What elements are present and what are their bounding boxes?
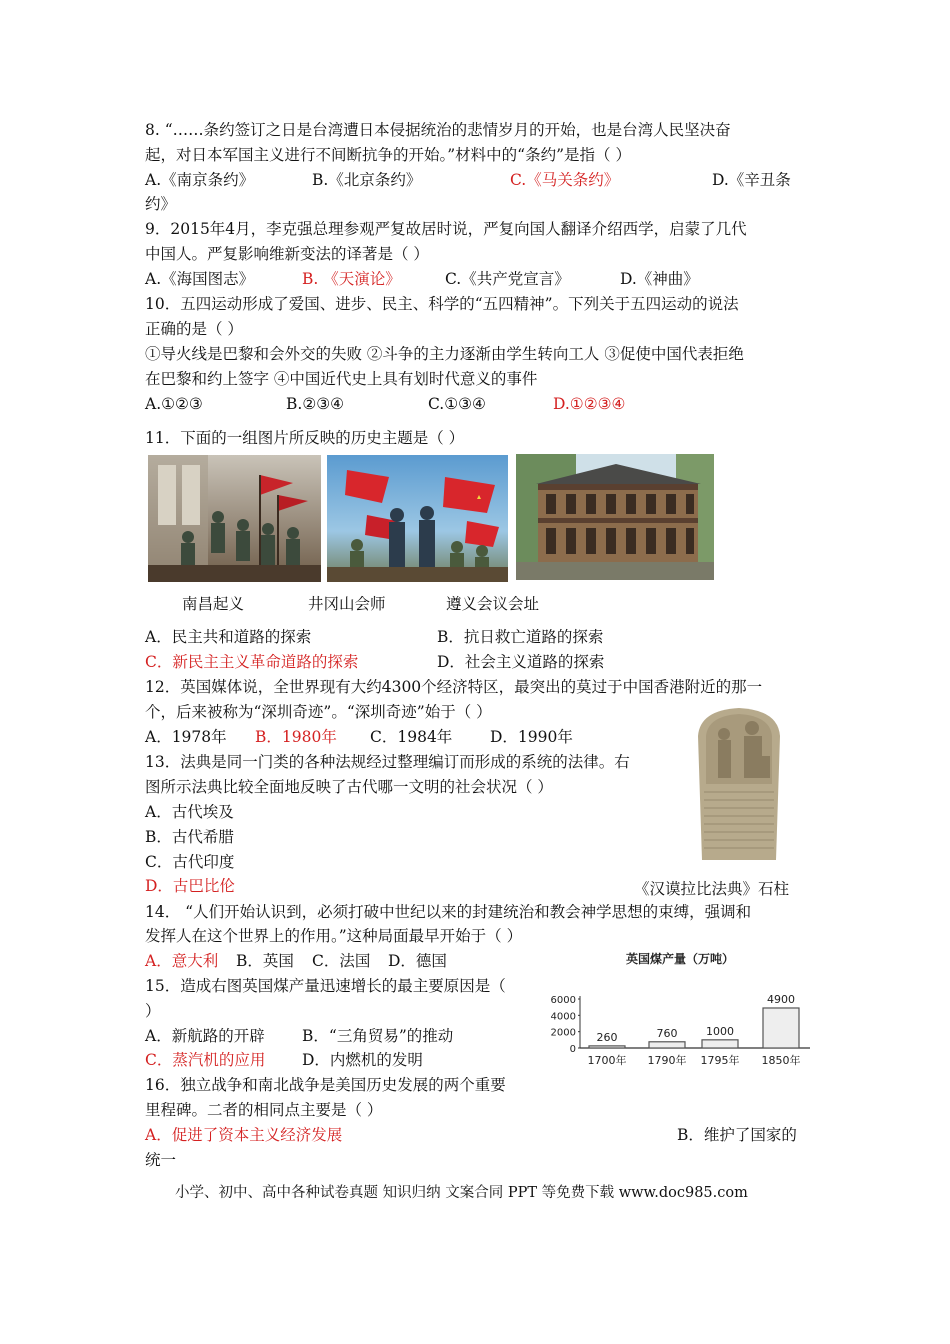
- q11-stem-line1: 11．下面的一组图片所反映的历史主题是（ ）: [145, 429, 465, 447]
- x-category-label: 1795年: [700, 1054, 740, 1067]
- q13-option-d-answer: D．古巴比伦: [145, 877, 235, 895]
- q10-option-c: C.①③④: [428, 395, 486, 413]
- q11-caption-2: 井冈山会师: [308, 595, 386, 613]
- q13-stem-line2: 图所示法典比较全面地反映了古代哪一文明的社会状况（ ）: [145, 778, 553, 796]
- bar-value-label: 760: [656, 1026, 678, 1040]
- q12-option-c: C．1984年: [370, 728, 453, 746]
- q12-option-b-answer: B．1980年: [255, 728, 337, 746]
- y-tick-label: 0: [569, 1044, 576, 1055]
- q10-option-a: A.①②③: [145, 395, 203, 413]
- q10-stem-line1: 10．五四运动形成了爱国、进步、民主、科学的“五四精神”。下列关于五四运动的说法: [145, 295, 739, 313]
- coal-output-chart: [548, 944, 814, 1074]
- q10-stem-line2: 正确的是（ ）: [145, 320, 243, 338]
- y-tick-label: 4000: [550, 1011, 576, 1023]
- q13-stem-line1: 13．法典是同一门类的各种法规经过整理编订而形成的系统的法律。右: [145, 753, 630, 771]
- q13-option-b: B．古代希腊: [145, 828, 234, 846]
- q11-option-b: B．抗日救亡道路的探索: [437, 628, 604, 646]
- q8-stem-line1: 8. “……条约签订之日是台湾遭日本侵据统治的悲情岁月的开始，也是台湾人民坚决奋: [145, 121, 731, 139]
- chart-bars: [589, 993, 799, 1048]
- zunyi-conference-site-image: [516, 454, 714, 580]
- q16-stem-line1: 16．独立战争和南北战争是美国历史发展的两个重要: [145, 1076, 506, 1094]
- y-tick-label: 2000: [550, 1027, 576, 1039]
- bar-value-label: 260: [596, 1030, 618, 1044]
- q9-stem-line2: 中国人。严复影响维新变法的译著是（ ）: [145, 245, 429, 263]
- q16-option-a-answer: A．促进了资本主义经济发展: [145, 1126, 343, 1144]
- q9-option-a: A.《海国图志》: [145, 270, 255, 288]
- q11-caption-3: 遵义会议会址: [446, 595, 540, 613]
- q15-stem-line2: ）: [145, 1002, 161, 1020]
- q12-stem-line1: 12．英国媒体说，全世界现有大约4300个经济特区，最突出的莫过于中国香港附近的那一: [145, 678, 763, 696]
- bar-1700年: [589, 1046, 625, 1048]
- q8-option-d-wrap: 约》: [145, 195, 177, 213]
- q14-option-a-answer: A．意大利: [145, 952, 219, 970]
- q9-stem-line1: 9．2015年4月，李克强总理参观严复故居时说，严复向国人翻译介绍西学，启蒙了几代: [145, 220, 747, 238]
- bar-value-label: 1000: [706, 1024, 734, 1038]
- hammurabi-caption: 《汉谟拉比法典》石柱: [634, 880, 790, 898]
- q9-option-d: D.《神曲》: [620, 270, 699, 288]
- nanchang-uprising-image: [148, 455, 321, 582]
- q10-stem-line3: ①导火线是巴黎和会外交的失败 ②斗争的主力逐渐由学生转向工人 ③促使中国代表拒绝: [145, 345, 744, 363]
- q15-stem-line1: 15．造成右图英国煤产量迅速增长的最主要原因是（: [145, 977, 506, 995]
- q14-stem-line2: 发挥人在这个世界上的作用。”这种局面最早开始于（ ）: [145, 927, 523, 945]
- chart-y-ticks: [551, 995, 580, 1055]
- page-footer: 小学、初中、高中各种试卷真题 知识归纳 文案合同 PPT 等免费下载 www.doc985.com: [175, 1185, 748, 1201]
- q15-option-c-answer: C．蒸汽机的应用: [145, 1051, 266, 1069]
- bar-value-label: 4900: [767, 992, 795, 1006]
- q14-stem-line1: 14． “人们开始认识到，必须打破中世纪以来的封建统治和教会神学思想的束缚，强调和: [145, 903, 752, 921]
- y-tick-label: 6000: [550, 995, 576, 1006]
- coal-output-chart-svg: [548, 944, 814, 1074]
- x-category-label: 1850年: [761, 1054, 801, 1067]
- q9-option-c: C.《共产党宣言》: [445, 270, 570, 288]
- hammurabi-stele-image: [688, 706, 790, 860]
- q12-stem-line2: 个，后来被称为“深圳奇迹”。“深圳奇迹”始于（ ）: [145, 703, 492, 721]
- q12-option-d: D．1990年: [490, 728, 573, 746]
- q11-caption-1: 南昌起义: [182, 595, 245, 613]
- bar-1795年: [702, 1040, 738, 1048]
- q13-option-c: C．古代印度: [145, 853, 235, 871]
- q14-option-b: B．英国: [236, 952, 294, 970]
- q15-option-d: D．内燃机的发明: [302, 1051, 423, 1069]
- q8-stem-line2: 起，对日本军国主义进行不间断抗争的开始。”材料中的“条约”是指（ ）: [145, 146, 631, 164]
- q14-option-c: C．法国: [312, 952, 371, 970]
- q8-option-d: D.《辛丑条: [712, 171, 791, 189]
- q11-option-d: D．社会主义道路的探索: [437, 653, 605, 671]
- q10-option-b: B.②③④: [286, 395, 345, 413]
- q15-option-b: B．“三角贸易”的推动: [302, 1027, 454, 1045]
- q15-option-a: A．新航路的开辟: [145, 1027, 265, 1045]
- q11-option-a: A．民主共和道路的探索: [145, 628, 312, 646]
- bar-1850年: [763, 1008, 799, 1048]
- q8-option-c-answer: C.《马关条约》: [510, 171, 620, 189]
- x-category-label: 1700年: [587, 1054, 627, 1067]
- q11-option-c-answer: C．新民主主义革命道路的探索: [145, 653, 359, 671]
- q16-stem-line2: 里程碑。二者的相同点主要是（ ）: [145, 1101, 383, 1119]
- q16-option-b-wrap: 统一: [145, 1151, 177, 1169]
- x-category-label: 1790年: [647, 1054, 687, 1067]
- q9-option-b-answer: B. 《天演论》: [302, 270, 401, 288]
- q10-stem-line4: 在巴黎和约上签字 ④中国近代史上具有划时代意义的事件: [145, 370, 538, 388]
- jinggangshan-meeting-image: [327, 455, 508, 582]
- q13-option-a: A．古代埃及: [145, 803, 234, 821]
- chart-title: 英国煤产量（万吨）: [625, 952, 735, 966]
- q8-option-a: A.《南京条约》: [145, 171, 255, 189]
- bar-1790年: [649, 1042, 685, 1048]
- q10-option-d-answer: D.①②③④: [553, 395, 626, 413]
- q8-option-b: B.《北京条约》: [312, 171, 422, 189]
- q14-option-d: D．德国: [388, 952, 447, 970]
- q16-option-b: B．维护了国家的: [677, 1126, 797, 1144]
- chart-x-labels: [588, 1053, 801, 1067]
- q12-option-a: A．1978年: [145, 728, 227, 746]
